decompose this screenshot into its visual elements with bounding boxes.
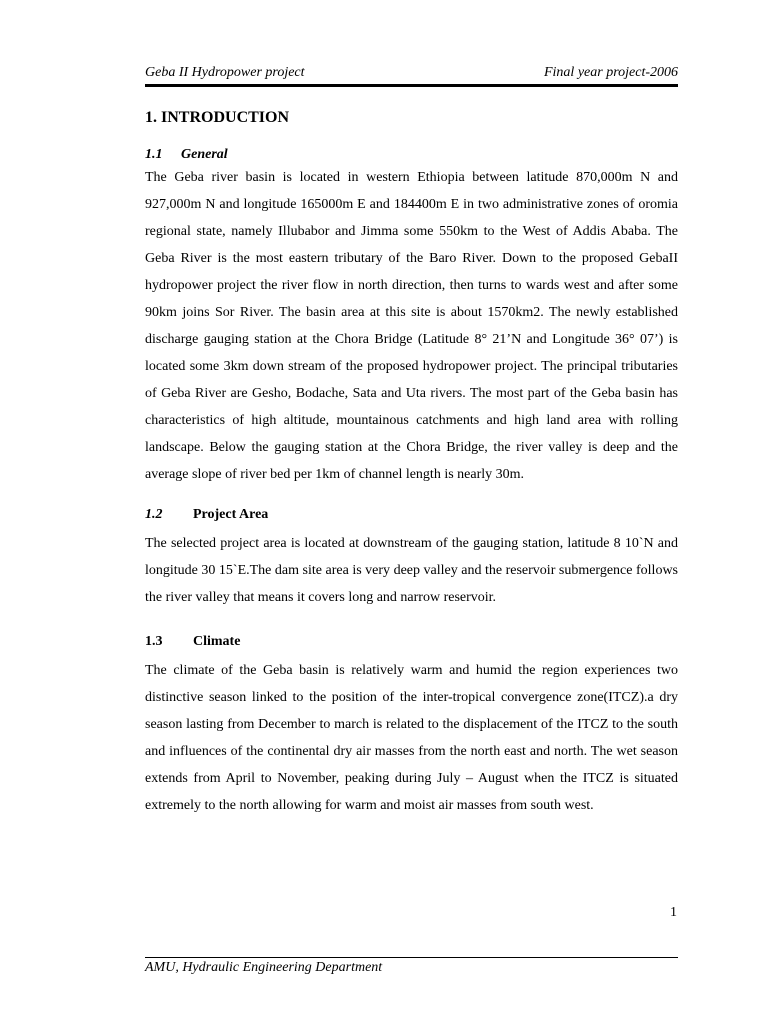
chapter-heading: 1. INTRODUCTION: [145, 109, 290, 126]
document-body: [145, 108, 678, 819]
footer-rule: [145, 957, 678, 958]
section-number: 1.3: [145, 634, 163, 649]
header-title: Geba II Hydropower project: [145, 65, 305, 80]
section-title: Climate: [193, 634, 241, 649]
page-header: [145, 64, 678, 82]
section-heading-general: [145, 146, 678, 164]
section-number: 1.2: [145, 507, 163, 522]
section-paragraph-climate: The climate of the Geba basin is relatively warm and humid the region experiences two distinctive season linked to the position of the inter-tropical convergence zone(ITCZ).a dry season lasting from December to march is related to the displacement of the ITCZ to the south and influences of the continental dry air masses from the north east and north. The wet season extends from April to November, peaking during July – August when the ITCZ is situated extremely to the north allowing for warm and moist air masses from south west.: [145, 663, 678, 813]
section-title: Project Area: [193, 507, 269, 522]
header-rule: [145, 84, 678, 87]
section-heading-project-area: [145, 506, 678, 524]
section-title: General: [181, 147, 228, 162]
page-number: 1: [670, 905, 677, 920]
section-heading-climate: [145, 633, 678, 651]
section-paragraph-project-area: The selected project area is located at downstream of the gauging station, latitude 8 10`N and longitude 30 15`E.The dam site area is very deep valley and the reservoir submergence follows the river valley that means it covers long and narrow reservoir.: [145, 536, 678, 605]
section-number: 1.1: [145, 147, 163, 162]
page-footer: AMU, Hydraulic Engineering Department: [145, 960, 383, 975]
header-subtitle: Final year project-2006: [543, 65, 678, 80]
section-paragraph-general: The Geba river basin is located in western Ethiopia between latitude 870,000m N and 927,000m N and longitude 165000m E and 184400m E in two administrative zones of oromia regional state, namely Illubabor and Jimma some 550km to the West of Addis Ababa. The Geba River is the most eastern tributary of the Baro River. Down to the proposed GebaII hydropower project the river flow in north direction, then turns to wards west and after some 90km joins Sor River. The basin area at this site is about 1570km2. The newly established discharge gauging station at the Chora Bridge (Latitude 8° 21’N and Longitude 36° 07’) is located some 3km down stream of the proposed hydropower project. The principal tributaries of Geba River are Gesho, Bodache, Sata and Uta rivers. The most part of the Geba basin has characteristics of high altitude, mountainous catchments and high land area with rolling landscape. Below the gauging station at the Chora Bridge, the river valley is deep and the average slope of river bed per 1km of channel length is nearly 30m.: [145, 170, 678, 482]
